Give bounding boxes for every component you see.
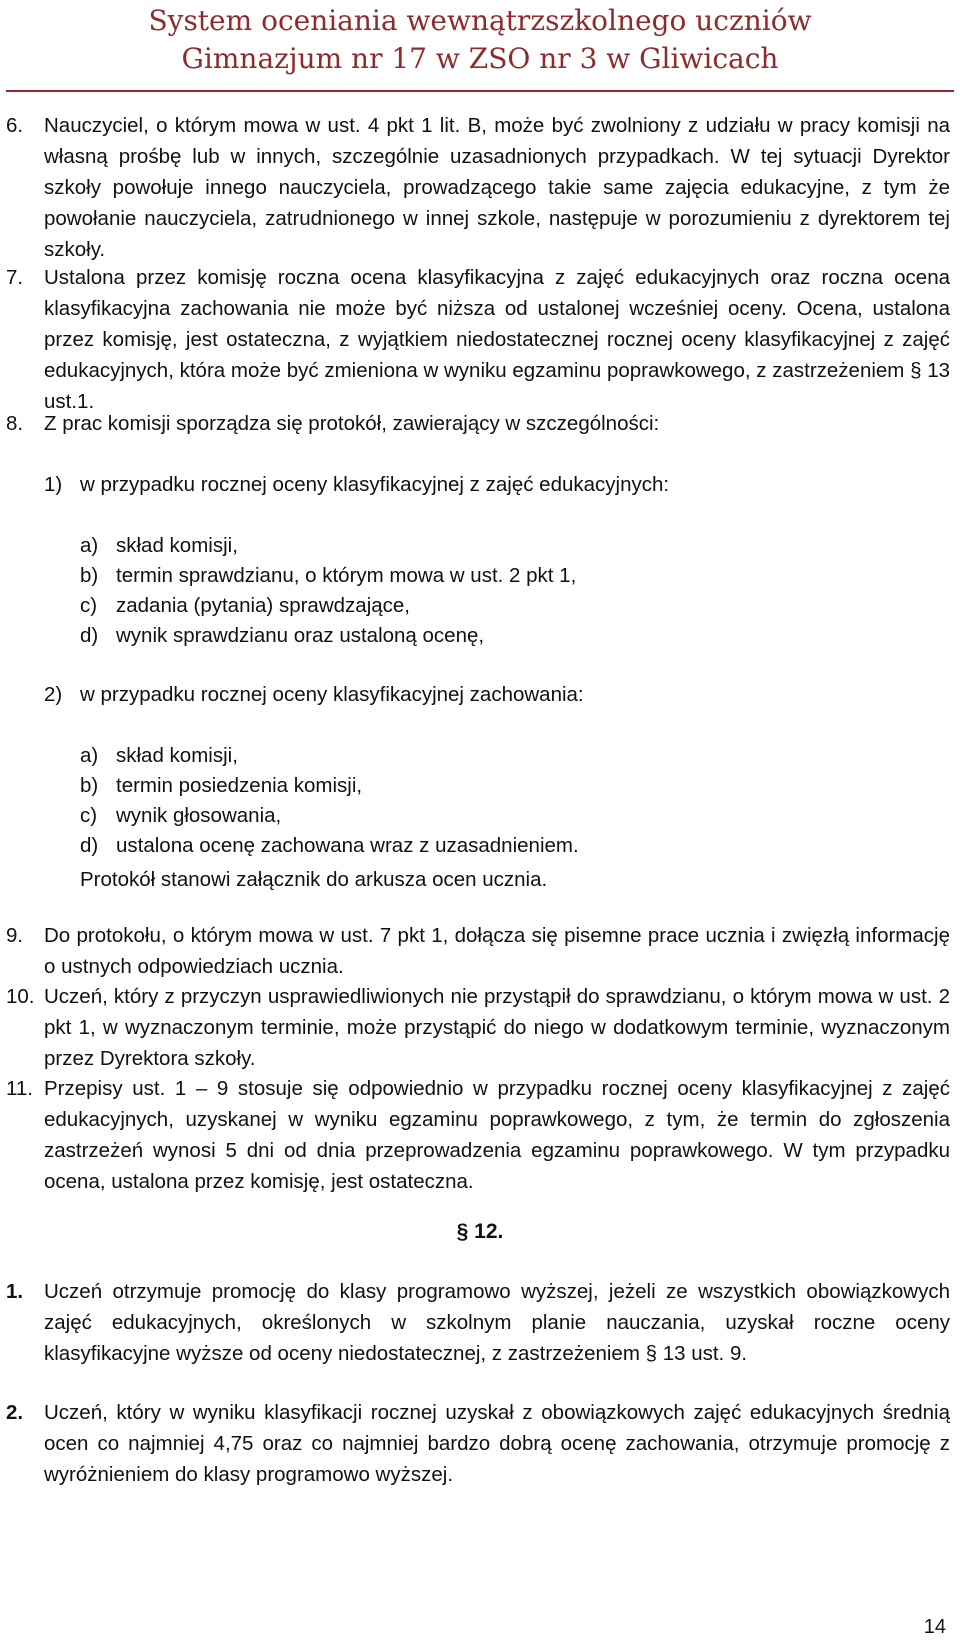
paragraph-text: Uczeń, który w wyniku klasyfikacji rocznej uzyskał z obowiązkowych zajęć edukacyjnych średnią ocen co najmniej 4,75 oraz co najmniej bardzo dobrą ocenę zachowania, otrzymuje promocję z wyróżnieniem do klasy programowo wyższej. (44, 1401, 950, 1486)
point-text: w przypadku rocznej oceny klasyfikacyjnej zachowania: (80, 683, 584, 706)
point-label: 1) (44, 473, 63, 496)
paragraph-number: 8. (6, 412, 24, 435)
header-title: System oceniania wewnątrzszkolnego uczniów (148, 4, 812, 37)
section-title: § 12. (456, 1220, 504, 1243)
paragraph-text: Do protokołu, o którym mowa w ust. 7 pkt 1, dołącza się pisemne prace ucznia i zwięzłą informację o ustnych odpowiedziach ucznia. (44, 924, 950, 978)
paragraph-number: 10. (6, 985, 35, 1008)
header-school-name: Gimnazjum nr 17 w ZSO nr 3 w Gliwicach (181, 42, 779, 75)
paragraph-text: Z prac komisji sporządza się protokół, zawierający w szczególności: (44, 412, 660, 435)
paragraph-number: 2. (6, 1401, 24, 1424)
document-page: System oceniania wewnątrzszkolnego uczniów Gimnazjum nr 17 w ZSO nr 3 w Gliwicach 6. Nauczyciel, o którym mowa w ust. 4 pkt 1 lit. B, może być zwolniony z udziału w pracy komisji na własną prośbę lub w innych, szczególnie uzasadnionych przypadkach. W tej sytuacji Dyrektor szkoły powołuje innego nauczyciela, prowadzącego takie same zajęcia edukacyjne, z tym że powołanie nauczyciela, zatrudnionego w innej szkole, następuje w porozumieniu z dyrektorem tej szkoły. 7. Ustalona przez komisję roczna ocena klasyfikacyjna z zajęć edukacyjnych oraz roczna ocena klasyfikacyjna zachowania nie może być niższa od ustalonej wcześniej oceny. Ocena, ustalona przez komisję, jest ostateczna, z wyjątkiem niedostatecznej rocznej oceny klasyfikacyjnej z zajęć edukacyjnych, która może być zmieniona w wyniku egzaminu poprawkowego, z zastrzeżeniem § 13 ust.1. 8. Z prac komisji sporządza się protokół, zawierający w szczególności: 1) w przypadku rocznej oceny klasyfikacyjnej z zajęć edukacyjnych: a) skład komisji, b) termin sprawdzianu, o którym mowa w ust. 2 pkt 1, c) zadania (pytania) sprawdzające, d) wynik sprawdzianu oraz ustaloną ocenę, 2) w przypadku rocznej oceny klasyfikacyjnej zachowania: a) skład komisji, b) termin posiedzenia komisji, c) wynik głosowania, d) ustalona ocenę zachowana wraz z uzasadnieniem. Protokół stanowi załącznik do arkusza ocen ucznia. 9. Do protokołu, o którym mowa w ust. 7 pkt 1, dołącza się pisemne prace ucznia i zwięzłą informację o ustnych odpowiedziach ucznia. 10. Uczeń, który z przyczyn usprawiedliwionych nie przystąpił do sprawdzianu, o którym mowa w ust. 2 pkt 1, w wyznaczonym terminie, może przystąpić do niego w dodatkowym terminie, wyznaczonym przez Dyrektora szkoły. 11. Przepisy ust. 1 – 9 stosuje się odpowiednio w przypadku rocznej oceny klasyfikacyjnej z zajęć edukacyjnych, uzyskanej w wyniku egzaminu poprawkowego, z tym, że termin do zgłoszenia zastrzeżeń wynosi 5 dni od dnia przeprowadzenia egzaminu poprawkowego. W tym przypadku ocena, ustalona przez komisję, jest ostateczna. § 12. 1. Uczeń otrzymuje promocję do klasy programowo wyższej, jeżeli ze wszystkich obowiązkowych zajęć edukacyjnych, określonych w szkolnym planie nauczania, uzyskał roczne oceny klasyfikacyjne wyższe od oceny niedostatecznej, z zastrzeżeniem § 13 ust. 9. 2. Uczeń, który w wyniku klasyfikacji rocznej uzyskał z obowiązkowych zajęć edukacyjnych średnią ocen co najmniej 4,75 oraz co najmniej bardzo dobrą ocenę zachowania, otrzymuje promocję z wyróżnieniem do klasy programowo wyższej. 14 (0, 0, 960, 1649)
paragraph-number: 9. (6, 924, 24, 947)
paragraph-text: Uczeń otrzymuje promocję do klasy programowo wyższej, jeżeli ze wszystkich obowiązkowych zajęć edukacyjnych, określonych w szkolnym planie nauczania, uzyskał roczne oceny klasyfikacyjne wyższe od oceny niedostatecznej, z zastrzeżeniem § 13 ust. 9. (44, 1280, 950, 1365)
header-divider (6, 90, 954, 92)
page-number: 14 (923, 1616, 946, 1638)
paragraph-number: 11. (6, 1077, 33, 1100)
point-text: w przypadku rocznej oceny klasyfikacyjnej z zajęć edukacyjnych: (80, 473, 670, 496)
paragraph-text: Nauczyciel, o którym mowa w ust. 4 pkt 1 lit. B, może być zwolniony z udziału w pracy komisji na własną prośbę lub w innych, szczególnie uzasadnionych przypadkach. W tej sytuacji Dyrektor szkoły powołuje innego nauczyciela, prowadzącego takie same zajęcia edukacyjne, z tym że powołanie nauczyciela, zatrudnionego w innej szkole, następuje w porozumieniu z dyrektorem tej szkoły. (44, 114, 950, 261)
paragraph-text: Ustalona przez komisję roczna ocena klasyfikacyjna z zajęć edukacyjnych oraz roczna ocena klasyfikacyjna zachowania nie może być niższa od ustalonej wcześniej oceny. Ocena, ustalona przez komisję, jest ostateczna, z wyjątkiem niedostatecznej rocznej oceny klasyfikacyjnej z zajęć edukacyjnych, która może być zmieniona w wyniku egzaminu poprawkowego, z zastrzeżeniem § 13 ust.1. (44, 266, 950, 413)
point-label: 2) (44, 683, 63, 706)
paragraph-number: 6. (6, 114, 24, 137)
paragraph-text: Uczeń, który z przyczyn usprawiedliwionych nie przystąpił do sprawdzianu, o którym mowa w ust. 2 pkt 1, w wyznaczonym terminie, może przystąpić do niego w dodatkowym terminie, wyznaczonym przez Dyrektora szkoły. (44, 985, 950, 1070)
paragraph-text: Przepisy ust. 1 – 9 stosuje się odpowiednio w przypadku rocznej oceny klasyfikacyjnej z zajęć edukacyjnych, uzyskanej w wyniku egzaminu poprawkowego, z tym, że termin do zgłoszenia zastrzeżeń wynosi 5 dni od dnia przeprowadzenia egzaminu poprawkowego. W tym przypadku ocena, ustalona przez komisję, jest ostateczna. (44, 1077, 950, 1193)
paragraph-number: 7. (6, 266, 24, 289)
paragraph-number: 1. (6, 1280, 24, 1303)
protocol-note: Protokół stanowi załącznik do arkusza ocen ucznia. (80, 868, 548, 891)
